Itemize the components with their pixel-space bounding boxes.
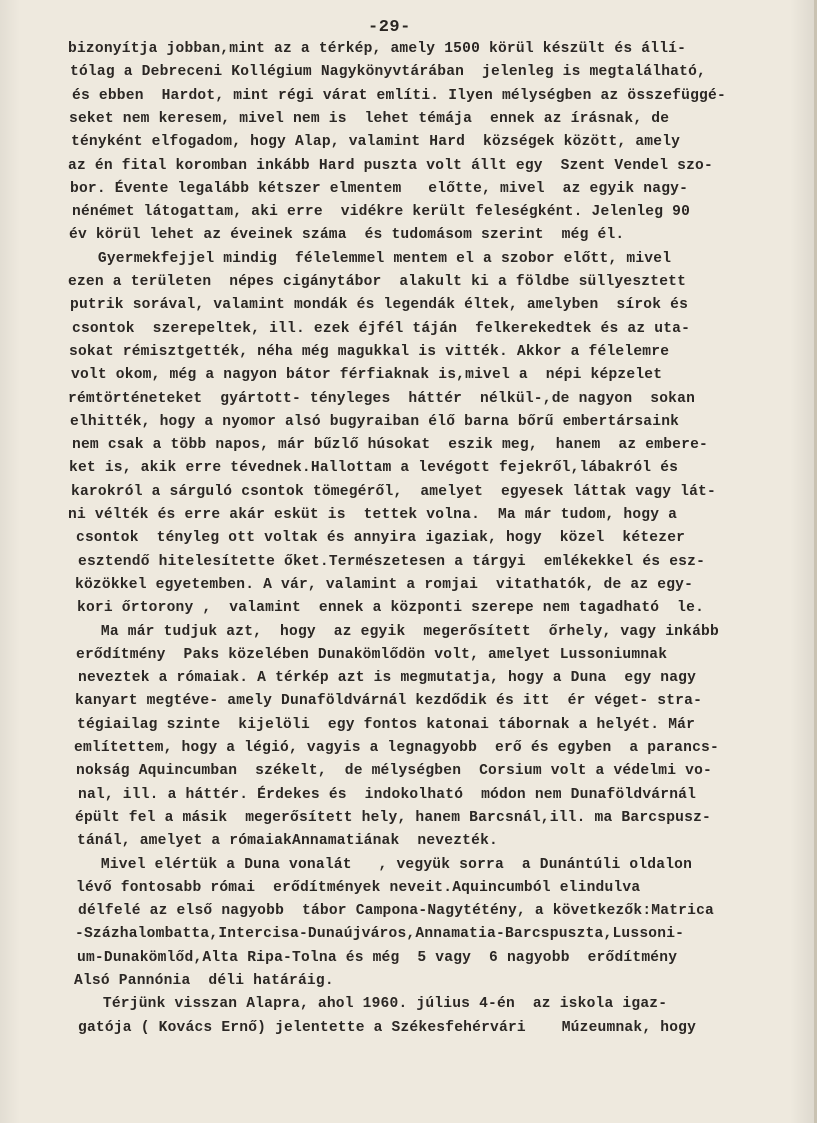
text-line: neveztek a rómaiak. A térkép azt is megmutatja, hogy a Duna egy nagy: [78, 670, 697, 687]
text-line: említettem, hogy a légió, vagyis a legnagyobb erő és egyben a parancs-: [74, 740, 719, 756]
text-line: Gyermekfejjel mindig félelemmel mentem el a szobor előtt, mivel: [71, 250, 672, 267]
text-line: az én fital koromban inkább Hard puszta volt állt egy Szent Vendel szo-: [68, 157, 713, 174]
text-line: nem csak a több napos, már bűzlő húsokat eszik meg, hanem az embere-: [72, 437, 708, 454]
text-line: közökkel egyetemben. A vár, valamint a romjai vitathatók, de az egy-: [75, 576, 694, 593]
text-line: karokról a sárguló csontok tömegéről, amelyet egyesek láttak vagy lát-: [71, 483, 716, 500]
text-line: és ebben Hardot, mint régi várat említi. Ilyen mélységben az összefüggé-: [72, 87, 726, 104]
text-line: év körül lehet az éveinek száma és tudomásom szerint még él.: [69, 227, 625, 244]
text-line: tényként elfogadom, hogy Alap, valamint Hard községek között, amely: [71, 134, 681, 151]
text-line: putrik sorával, valamint mondák és legendák éltek, amelyben sírok és: [70, 297, 689, 314]
text-line: Ma már tudjuk azt, hogy az egyik megerősített őrhely, vagy inkább: [74, 623, 719, 640]
text-line: um-Dunakömlőd,Alta Ripa-Tolna és még 5 vagy 6 nagyobb erődítmény: [77, 949, 678, 966]
text-line: Mivel elértük a Duna vonalát , vegyük sorra a Dunántúli oldalon: [74, 856, 693, 873]
text-line: bizonyítja jobban,mint az a térkép, amely 1500 körül készült és állí-: [68, 41, 687, 57]
text-line: sokat rémisztgették, néha még magukkal is vitték. Akkor a félelemre: [69, 343, 670, 360]
text-line: esztendő hitelesítette őket.Természetesen a tárgyi emlékekkel és esz-: [78, 553, 706, 570]
text-line: tólag a Debreceni Kollégium Nagykönyvtárában jelenleg is megtalálható,: [70, 64, 706, 81]
text-line: gatója ( Kovács Ernő) jelentette a Székesfehérvári Múzeumnak, hogy: [78, 1019, 697, 1036]
text-line: -Százhalombatta,Intercisa-Dunaújváros,Annamatia-Barcspuszta,Lussoni-: [75, 926, 685, 943]
text-line: ezen a területen népes cigánytábor alakult ki a földbe süllyesztett: [68, 274, 687, 290]
text-line: tánál, amelyet a rómaiakAnnamatiának nevezték.: [77, 833, 499, 850]
text-line: lévő fontosabb római erődítmények neveit.Aquincumból elindulva: [76, 879, 641, 896]
text-line: ket is, akik erre tévednek.Hallottam a levégott fejekről,lábakról és: [69, 460, 679, 477]
text-line: ni vélték és erre akár esküt is tettek volna. Ma már tudom, hogy a: [68, 507, 678, 523]
page-number: -29-: [368, 18, 411, 37]
text-line: csontok szerepeltek, ill. ezek éjfél táján felkerekedtek és az uta-: [72, 320, 691, 337]
text-line: kanyart megtéve- amely Dunaföldvárnál kezdődik és itt ér véget- stra-: [75, 693, 703, 710]
text-line: Alsó Pannónia déli határáig.: [74, 973, 334, 989]
text-line: épült fel a másik megerősített hely, hanem Barcsnál,ill. ma Barcspusz-: [75, 809, 711, 826]
text-line: délfelé az első nagyobb tábor Campona-Nagytétény, a következők:Matrica: [78, 903, 714, 920]
text-line: erődítmény Paks közelében Dunakömlődön volt, amelyet Lussoniumnak: [76, 646, 668, 663]
text-line: Térjünk visszan Alapra, ahol 1960. július 4-én az iskola igaz-: [76, 996, 668, 1013]
text-line: elhitték, hogy a nyomor alsó bugyraiban élő barna bőrű embertársaink: [70, 413, 680, 430]
text-line: csontok tényleg ott voltak és annyira igaziak, hogy közel kétezer: [76, 530, 686, 547]
text-line: rémtörténeteket gyártott- tényleges háttér nélkül-,de nagyon sokan: [68, 390, 696, 407]
text-line: nal, ill. a háttér. Érdekes és indokolható módon nem Dunaföldvárnál: [78, 786, 697, 803]
text-line: nokság Aquincumban székelt, de mélységben Corsium volt a védelmi vo-: [76, 763, 712, 780]
text-line: nénémet látogattam, aki erre vidékre került feleségként. Jelenleg 90: [72, 204, 691, 221]
text-line: volt okom, még a nagyon bátor férfiaknak is,mivel a népi képzelet: [71, 367, 663, 384]
text-line: tégiailag szinte kijelöli egy fontos katonai tábornak a helyét. Már: [77, 716, 696, 733]
text-line: seket nem keresem, mivel nem is lehet témája ennek az írásnak, de: [69, 110, 670, 127]
text-line: kori őrtorony , valamint ennek a központi szerepe nem tagadható le.: [77, 600, 705, 617]
text-line: bor. Évente legalább kétszer elmentem előtte, mivel az egyik nagy-: [70, 180, 689, 197]
